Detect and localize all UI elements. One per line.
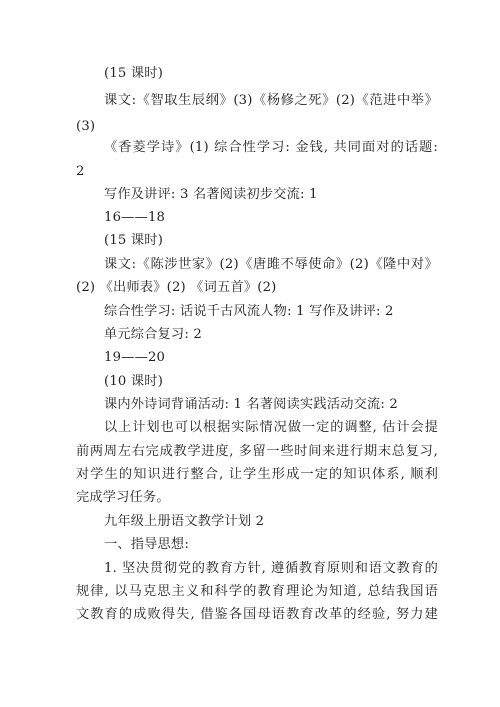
text-line: (15 课时): [104, 66, 164, 81]
text-line: (15 课时): [104, 233, 164, 248]
text-line: 课内外诗词背诵活动: 1 名著阅读实践活动交流: 2: [104, 397, 399, 412]
text-line: 对学生的知识进行整合, 让学生形成一定的知识体系, 顺利: [76, 467, 438, 482]
text-line: 综合性学习: 话说千古风流人物: 1 写作及讲评: 2: [104, 304, 394, 319]
text-line: 完成学习任务。: [76, 490, 170, 505]
text-line: 19——20: [104, 350, 166, 365]
text-line: 以上计划也可以根据实际情况做一定的调整, 估计会提: [104, 420, 438, 435]
text-line: 前两周左右完成教学进度, 多留一些时间来进行期末总复习,: [76, 444, 438, 459]
text-line: 1. 坚决贯彻党的教育方针, 遵循教育原则和语文教育的: [104, 561, 438, 576]
text-line: 课文:《智取生辰纲》(3)《杨修之死》(2)《范进中举》: [104, 93, 438, 108]
text-line: 16——18: [104, 210, 166, 225]
text-line: (10 课时): [104, 374, 164, 389]
text-line: 单元综合复习: 2: [104, 327, 202, 342]
text-line: (3): [76, 119, 96, 134]
text-line: 2: [76, 164, 85, 179]
section-heading: 九年级上册语文教学计划 2: [104, 514, 265, 529]
text-line: 课文:《陈涉世家》(2)《唐雎不辱使命》(2)《隆中对》: [104, 257, 438, 272]
text-line: (2) 《出师表》(2) 《词五首》(2): [76, 280, 277, 295]
text-line: 写作及讲评: 3 名著阅读初步交流: 1: [104, 187, 318, 202]
text-line: 文教育的成败得失, 借鉴各国母语教育改革的经验, 努力建: [76, 607, 438, 622]
text-line: 规律, 以马克思主义和科学的教育理论为知道, 总结我国语: [76, 584, 438, 599]
subsection-heading: 一、指导思想:: [104, 537, 189, 552]
text-line: 《香菱学诗》(1) 综合性学习: 金钱, 共同面对的话题:: [104, 140, 438, 155]
